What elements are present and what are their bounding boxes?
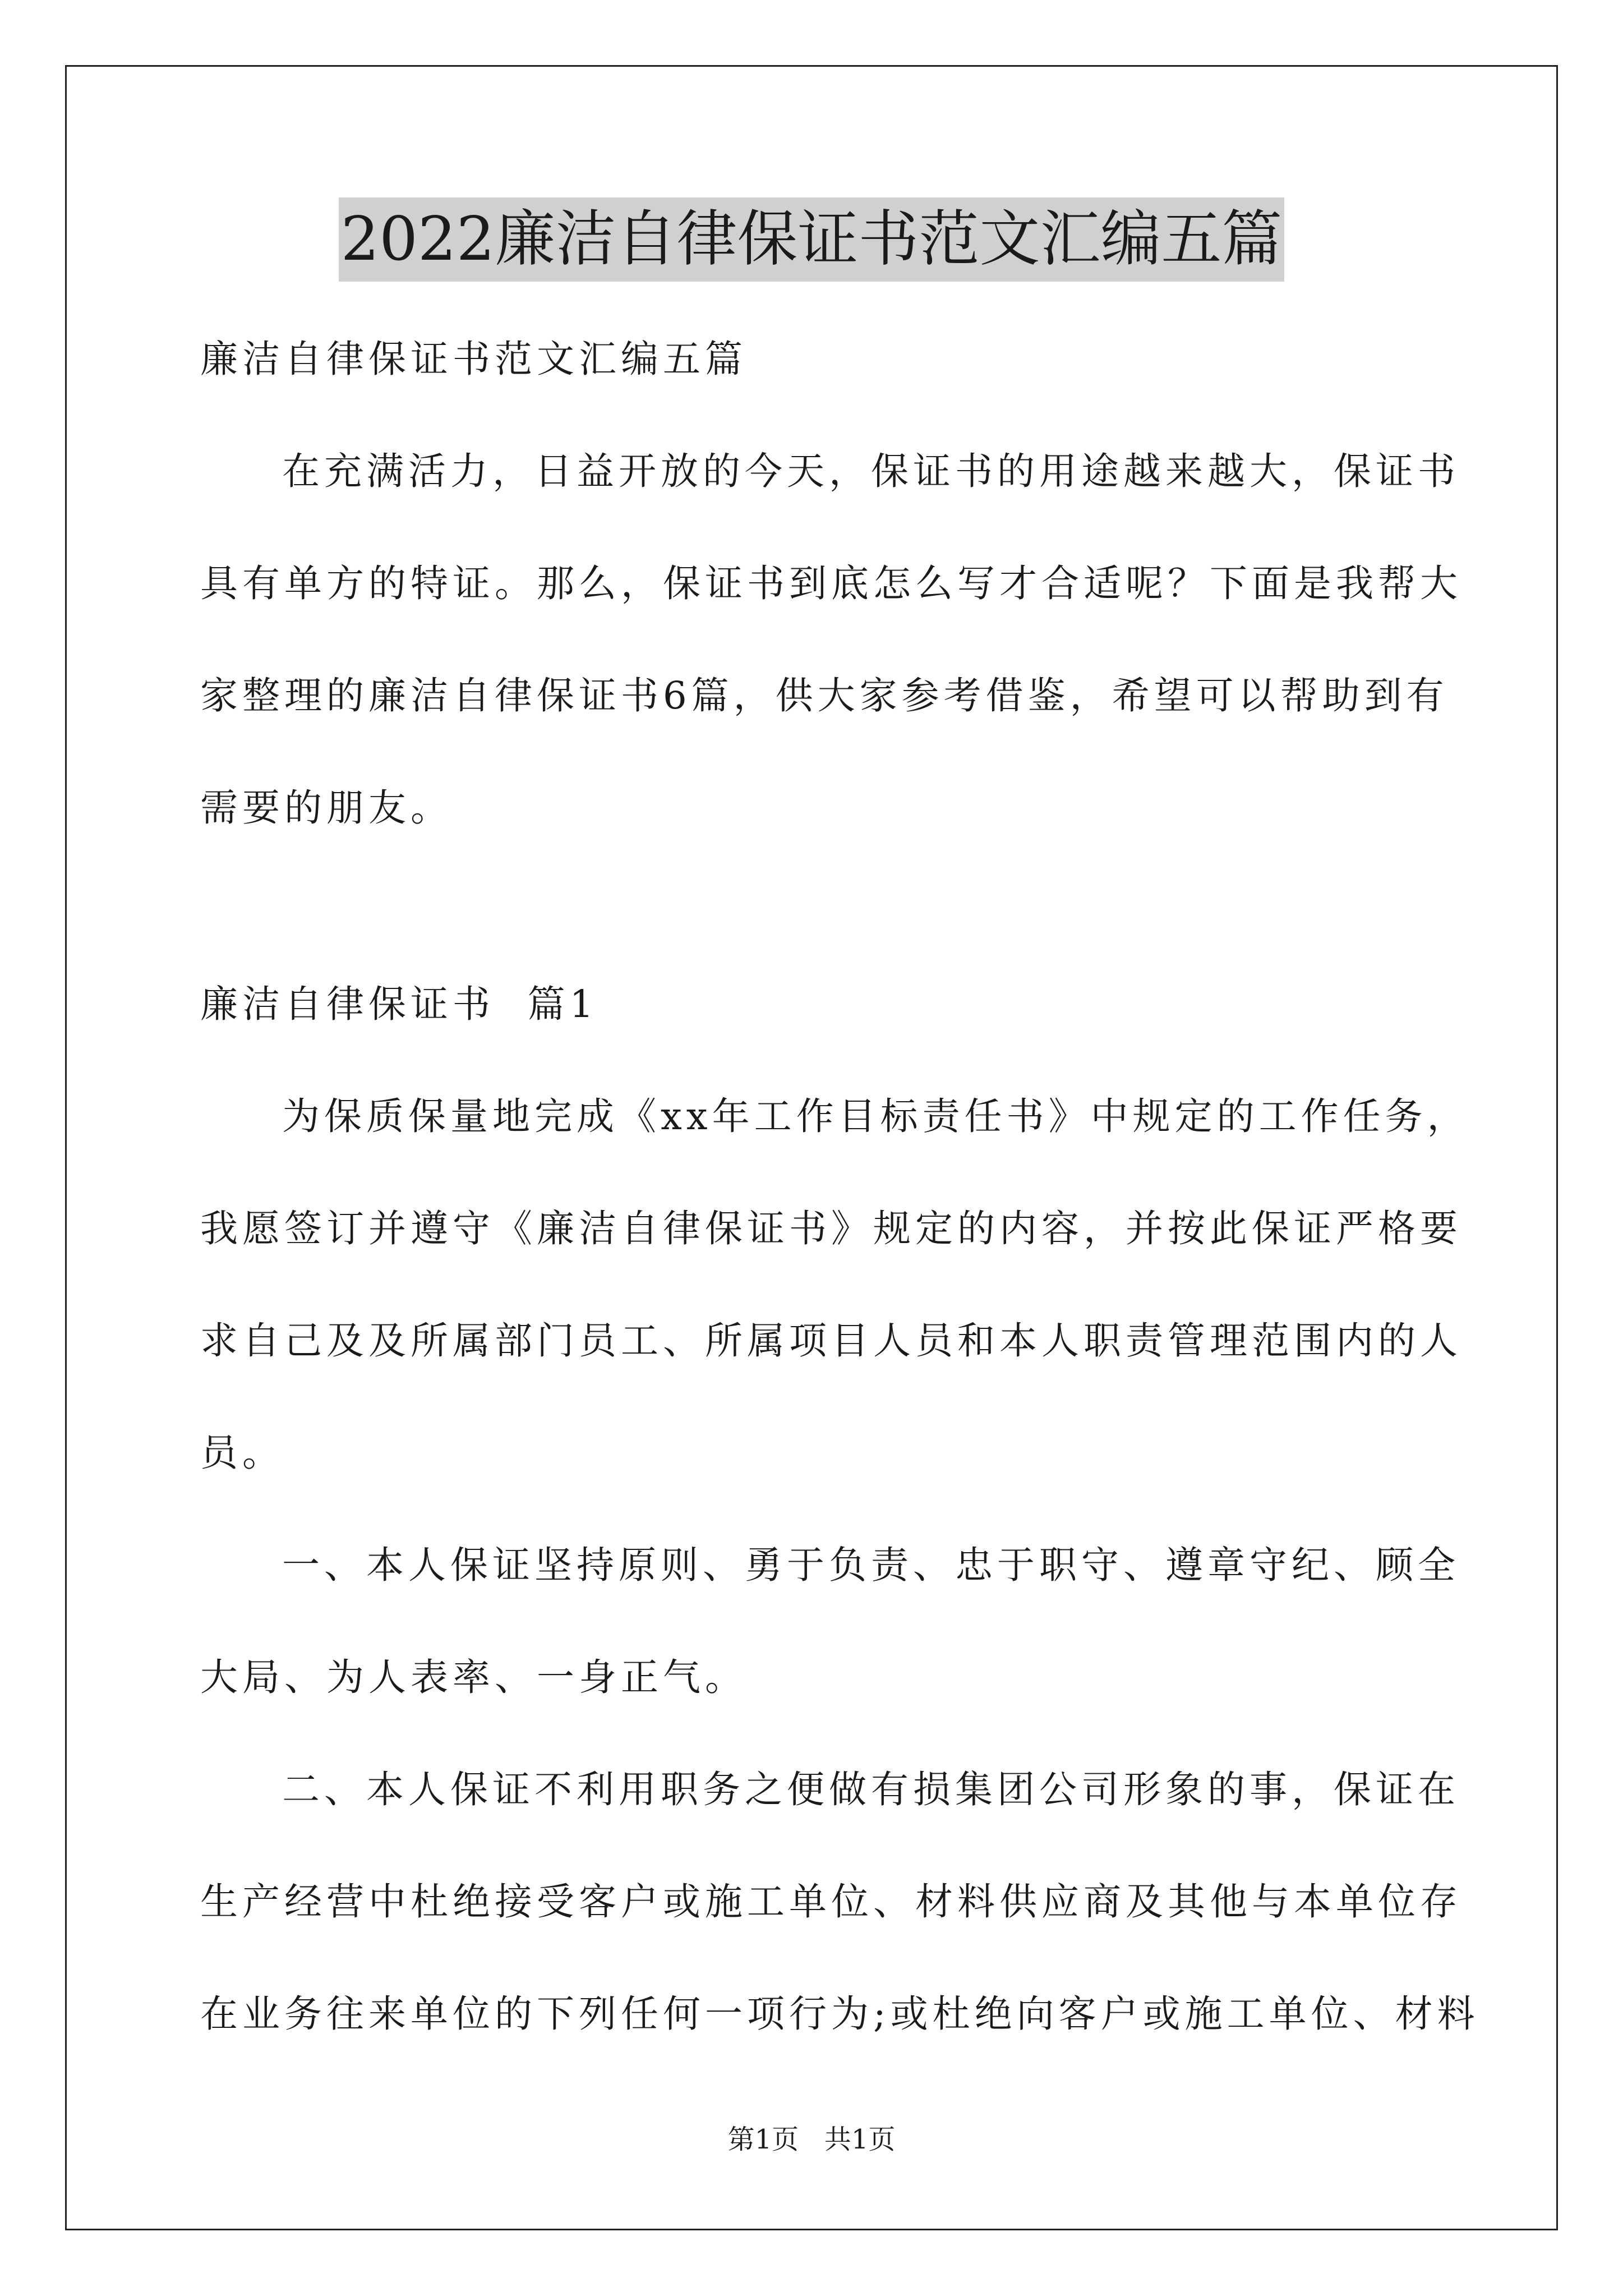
document-title: 2022廉洁自律保证书范文汇编五篇: [339, 197, 1285, 282]
item-line: 一、本人保证坚持原则、勇于负责、忠于职守、遵章守纪、顾全: [282, 1543, 1460, 1587]
document-body: [200, 303, 1479, 2070]
item-line: 生产经营中杜绝接受客户或施工单位、材料供应商及其他与本单位存: [200, 1880, 1462, 1924]
paragraph-line: 求自己及及所属部门员工、所属项目人员和本人职责管理范围内的人: [200, 1319, 1462, 1363]
item-line: 在业务往来单位的下列任何一项行为;或杜绝向客户或施工单位、材料: [200, 1992, 1479, 2036]
paragraph-line: 我愿签订并遵守《廉洁自律保证书》规定的内容，并按此保证严格要: [200, 1207, 1462, 1250]
intro-line: 具有单方的特证。那么，保证书到底怎么写才合适呢？下面是我帮大: [200, 562, 1462, 605]
paragraph-line: 为保质保量地完成《xx年工作目标责任书》中规定的工作任务，: [282, 1094, 1469, 1138]
item-line: 大局、为人表率、一身正气。: [200, 1655, 747, 1699]
paragraph-line: 员。: [200, 1431, 284, 1475]
page-footer: [0, 2123, 1623, 2156]
page-number: 第1页 共1页: [727, 2124, 896, 2155]
intro-line: 需要的朋友。: [200, 786, 453, 830]
intro-line: 在充满活力，日益开放的今天，保证书的用途越来越大，保证书: [282, 449, 1460, 493]
section-heading: 廉洁自律保证书 篇1: [200, 982, 598, 1026]
document-subtitle: 廉洁自律保证书范文汇编五篇: [200, 337, 747, 381]
title-container: [0, 197, 1623, 282]
paragraph-gap: [200, 864, 1426, 948]
intro-line: 家整理的廉洁自律保证书6篇，供大家参考借鉴，希望可以帮助到有: [200, 674, 1449, 717]
item-line: 二、本人保证不利用职务之便做有损集团公司形象的事，保证在: [282, 1768, 1460, 1811]
